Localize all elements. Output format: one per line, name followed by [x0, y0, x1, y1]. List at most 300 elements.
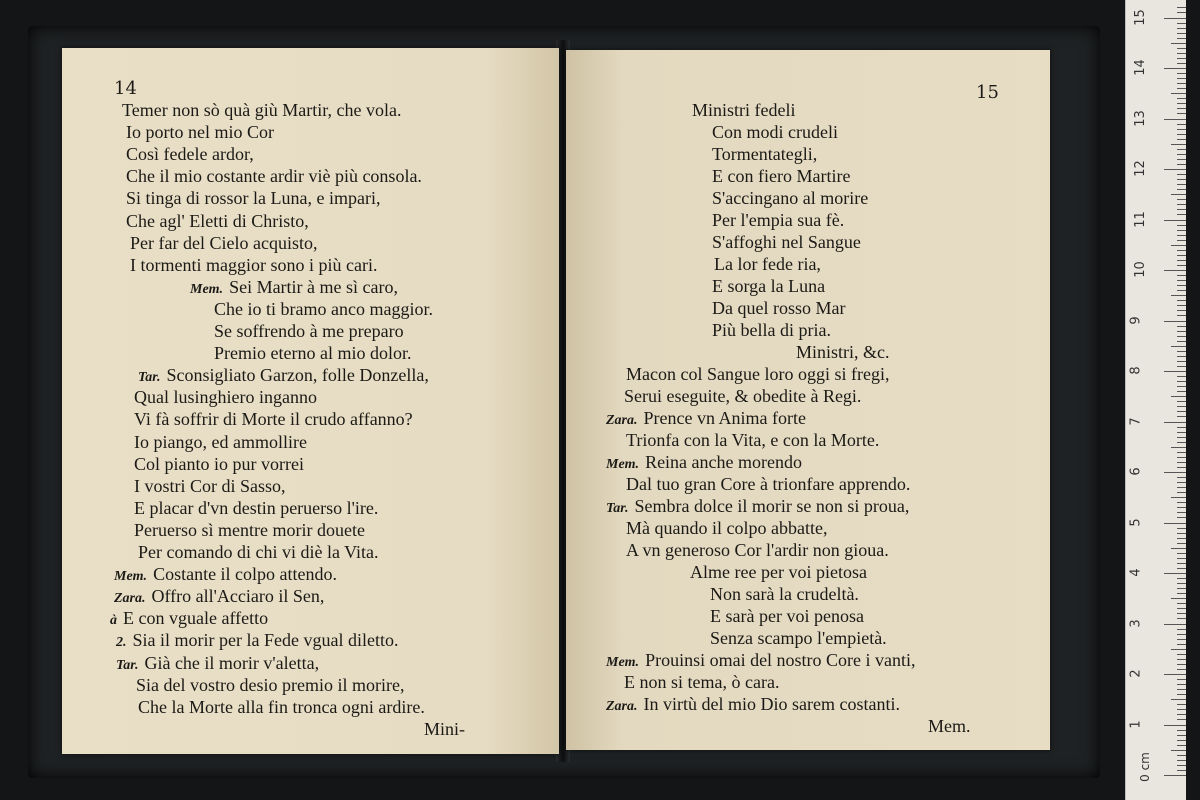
text-line: [626, 364, 889, 385]
ruler-tick: [1177, 517, 1186, 518]
line-text: Più bella di pria.: [712, 320, 831, 340]
line-text: Se soffrendo à me preparo: [214, 321, 404, 341]
ruler-number: 15: [1132, 8, 1148, 26]
ruler-tick: [1177, 578, 1186, 579]
ruler-tick: [1177, 593, 1186, 594]
text-line: [626, 430, 879, 451]
text-line: [712, 188, 868, 209]
ruler-tick: [1164, 18, 1186, 19]
text-line: [712, 298, 845, 319]
line-text: Con modi crudeli: [712, 122, 838, 142]
text-line: [126, 188, 380, 209]
ruler-tick: [1177, 714, 1186, 715]
text-line: [134, 498, 378, 519]
ruler-tick: [1177, 704, 1186, 705]
ruler-unit: 0 cm: [1137, 752, 1152, 782]
line-text: Sia del vostro desio premio il morire,: [136, 674, 405, 695]
text-line: [122, 100, 401, 121]
ruler-tick: [1177, 154, 1186, 155]
line-text: Reina anche morendo: [645, 452, 802, 472]
ruler-tick: [1164, 725, 1186, 726]
text-line: [126, 166, 422, 187]
ruler-tick: [1177, 240, 1186, 241]
text-line: [190, 277, 398, 300]
speaker-label: à: [110, 613, 117, 629]
ruler-tick: [1177, 558, 1186, 559]
line-text: E placar d'vn destin peruerso l'ire.: [134, 497, 379, 518]
ruler-tick: [1171, 144, 1186, 145]
text-line: [134, 409, 413, 430]
speaker-label: Tar.: [606, 501, 629, 516]
ruler-tick: [1177, 113, 1186, 114]
line-text: Premio eterno al mio dolor.: [214, 343, 412, 364]
ruler-tick: [1177, 618, 1186, 619]
ruler-tick: [1164, 371, 1186, 372]
ruler-tick: [1177, 290, 1186, 291]
ruler-number: 9: [1128, 315, 1144, 325]
ruler-number: 10: [1132, 261, 1148, 278]
ruler-tick: [1177, 199, 1186, 200]
ruler-tick: [1177, 73, 1186, 74]
text-line: [138, 365, 429, 388]
text-line: [624, 672, 779, 693]
line-text: Che agl' Eletti di Christo,: [126, 210, 309, 231]
line-text: Per comando di chi vi diè la Vita.: [138, 542, 379, 562]
ruler-tick: [1177, 108, 1186, 109]
ruler-number: 2: [1128, 669, 1144, 678]
ruler-number: 11: [1132, 210, 1148, 228]
ruler-tick: [1177, 745, 1186, 746]
ruler-tick: [1177, 639, 1186, 640]
text-line: [712, 166, 850, 187]
speaker-label: Mem.: [190, 281, 224, 297]
ruler-tick: [1177, 341, 1186, 342]
ruler-tick: [1171, 598, 1186, 599]
ruler-tick: [1177, 63, 1186, 64]
ruler-tick: [1171, 750, 1186, 751]
line-text: Prence vn Anima forte: [643, 408, 806, 428]
speaker-label: Zara.: [606, 699, 638, 714]
ruler-tick: [1177, 437, 1186, 438]
ruler-tick: [1177, 265, 1186, 266]
ruler-tick: [1177, 103, 1186, 104]
text-line: [714, 254, 821, 275]
ruler-tick: [1177, 179, 1186, 180]
ruler-tick: [1177, 416, 1186, 417]
ruler-tick: [1177, 204, 1186, 205]
text-line: [136, 675, 404, 696]
line-text: La lor fede ria,: [714, 254, 821, 274]
text-line: [134, 476, 286, 497]
ruler-tick: [1177, 664, 1186, 665]
line-text: A vn generoso Cor l'ardir non gioua.: [626, 540, 889, 560]
line-text: Macon col Sangue loro oggi si fregi,: [626, 364, 890, 384]
ruler-tick: [1177, 755, 1186, 756]
page-number: 14: [114, 78, 137, 99]
text-line: [692, 100, 795, 121]
ruler-tick: [1177, 719, 1186, 720]
ruler-tick: [1177, 502, 1186, 503]
text-line: [138, 542, 379, 563]
ruler-tick: [1177, 659, 1186, 660]
ruler-tick: [1171, 295, 1186, 296]
text-line: [114, 564, 337, 587]
ruler-tick: [1177, 214, 1186, 215]
ruler-tick: [1177, 139, 1186, 140]
line-text: Sia il morir per la Fede vgual diletto.: [132, 630, 399, 651]
line-text: In virtù del mio Dio sarem costanti.: [643, 694, 900, 714]
ruler-number: 13: [1132, 109, 1148, 127]
ruler-tick: [1177, 608, 1186, 609]
ruler-tick: [1177, 376, 1186, 377]
ruler-tick: [1171, 245, 1186, 246]
ruler-tick: [1171, 346, 1186, 347]
line-text: Sembra dolce il morir se non si proua,: [634, 496, 910, 516]
text-line: [116, 653, 319, 676]
text-line: [134, 454, 304, 475]
ruler-tick: [1177, 78, 1186, 79]
line-text: Si tinga di rossor la Luna, e impari,: [126, 188, 381, 209]
text-line: [114, 586, 324, 609]
ruler-tick: [1177, 38, 1186, 39]
ruler-tick: [1177, 588, 1186, 589]
line-text: E non si tema, ò cara.: [624, 672, 780, 692]
speaker-label: Mem.: [114, 569, 148, 585]
ruler-tick: [1164, 674, 1186, 675]
text-line: [606, 694, 900, 717]
ruler-tick: [1171, 396, 1186, 397]
line-text: Senza scampo l'empietà.: [710, 628, 887, 648]
ruler-tick: [1177, 401, 1186, 402]
line-text: Sconsigliato Garzon, folle Donzella,: [166, 365, 429, 386]
ruler-tick: [1177, 310, 1186, 311]
ruler-tick: [1177, 482, 1186, 483]
text-line: [138, 697, 425, 718]
line-text: Per l'empia sua fè.: [712, 210, 845, 230]
text-line: [606, 452, 802, 475]
ruler-tick: [1177, 391, 1186, 392]
ruler-tick: [1177, 12, 1186, 13]
ruler-tick: [1177, 48, 1186, 49]
text-line: [710, 606, 864, 627]
ruler-tick: [1177, 462, 1186, 463]
line-text: Col pianto io pur vorrei: [134, 453, 304, 474]
text-line: [214, 299, 433, 320]
ruler-tick: [1177, 28, 1186, 29]
ruler-tick: [1177, 452, 1186, 453]
ruler-tick: [1164, 270, 1186, 271]
text-line: [712, 210, 844, 231]
ruler-tick: [1177, 7, 1186, 8]
ruler-tick: [1177, 533, 1186, 534]
ruler-tick: [1177, 406, 1186, 407]
ruler-tick: [1177, 487, 1186, 488]
ruler-tick: [1177, 634, 1186, 635]
ruler-tick: [1177, 563, 1186, 564]
line-text: Per far del Cielo acquisto,: [130, 232, 318, 253]
text-line: [712, 122, 838, 143]
text-line: [606, 408, 806, 431]
line-text: E con vguale affetto: [123, 608, 269, 629]
line-text: Sei Martir à me sì caro,: [229, 276, 399, 297]
ruler-tick: [1177, 260, 1186, 261]
ruler-tick: [1177, 760, 1186, 761]
ruler-tick: [1177, 88, 1186, 89]
ruler-tick: [1177, 230, 1186, 231]
line-text: Già che il morir v'aletta,: [144, 652, 320, 673]
text-line: [134, 432, 307, 453]
ruler-number: 6: [1128, 467, 1144, 476]
text-line: [134, 387, 317, 408]
text-line: [626, 474, 910, 495]
speaker-label: Mem.: [606, 655, 640, 670]
text-line: [116, 630, 398, 653]
text-line: [424, 719, 465, 740]
ruler-tick: [1177, 174, 1186, 175]
line-text: Offro all'Acciaro il Sen,: [151, 586, 325, 607]
text-line: [796, 342, 890, 363]
text-line: [710, 584, 859, 605]
ruler-tick: [1177, 411, 1186, 412]
ruler-tick: [1177, 255, 1186, 256]
line-text: S'affoghi nel Sangue: [712, 232, 861, 252]
ruler-tick: [1164, 472, 1186, 473]
line-text: Ministri, &c.: [796, 342, 890, 362]
line-text: Dal tuo gran Core à trionfare apprendo.: [626, 474, 911, 494]
text-line: [134, 520, 365, 541]
ruler-tick: [1164, 68, 1186, 69]
ruler-tick: [1177, 300, 1186, 301]
text-line: [712, 276, 825, 297]
speaker-label: Tar.: [116, 657, 139, 673]
measuring-ruler: [1125, 0, 1186, 800]
ruler-number: 5: [1128, 517, 1144, 527]
speaker-label: 2.: [116, 635, 127, 651]
ruler-tick: [1177, 83, 1186, 84]
ruler-tick: [1177, 730, 1186, 731]
ruler-tick: [1177, 583, 1186, 584]
ruler-tick: [1177, 427, 1186, 428]
ruler-number: 14: [1132, 59, 1148, 76]
text-line: [130, 233, 317, 254]
ruler-tick: [1177, 381, 1186, 382]
ruler-tick: [1177, 432, 1186, 433]
ruler-tick: [1177, 53, 1186, 54]
ruler-tick: [1177, 709, 1186, 710]
ruler-tick: [1171, 194, 1186, 195]
left-page: [62, 48, 559, 754]
ruler-tick: [1177, 654, 1186, 655]
ruler-number: 3: [1128, 618, 1144, 628]
ruler-tick: [1177, 770, 1186, 771]
ruler-tick: [1177, 189, 1186, 190]
ruler-tick: [1177, 184, 1186, 185]
ruler-tick: [1177, 164, 1186, 165]
ruler-tick: [1177, 275, 1186, 276]
text-line: [214, 321, 404, 342]
text-line: [710, 628, 887, 649]
speaker-label: Mem.: [606, 457, 640, 472]
line-text: Trionfa con la Vita, e con la Morte.: [626, 430, 880, 450]
ruler-tick: [1177, 331, 1186, 332]
ruler-tick: [1177, 134, 1186, 135]
ruler-tick: [1177, 679, 1186, 680]
line-text: Qual lusinghiero inganno: [134, 387, 317, 408]
ruler-tick: [1177, 629, 1186, 630]
ruler-tick: [1177, 129, 1186, 130]
ruler-tick: [1177, 689, 1186, 690]
ruler-tick: [1177, 467, 1186, 468]
text-line: [606, 496, 909, 519]
ruler-tick: [1164, 422, 1186, 423]
ruler-tick: [1177, 538, 1186, 539]
text-line: [110, 608, 268, 631]
line-text: E sarà per voi penosa: [710, 606, 864, 626]
ruler-tick: [1164, 523, 1186, 524]
ruler-tick: [1177, 351, 1186, 352]
line-text: E con fiero Martire: [712, 166, 851, 186]
ruler-tick: [1171, 699, 1186, 700]
line-text: Serui eseguite, & obedite à Regi.: [624, 386, 862, 406]
ruler-tick: [1177, 386, 1186, 387]
ruler-tick: [1177, 507, 1186, 508]
ruler-tick: [1177, 305, 1186, 306]
ruler-tick: [1171, 497, 1186, 498]
line-text: I vostri Cor di Sasso,: [134, 475, 286, 496]
ruler-tick: [1171, 548, 1186, 549]
ruler-tick: [1164, 119, 1186, 120]
line-text: Mem.: [928, 716, 971, 736]
page-number: 15: [976, 82, 999, 103]
line-text: Io piango, ed ammollire: [134, 431, 307, 452]
line-text: Prouinsi omai del nostro Core i vanti,: [645, 650, 916, 670]
ruler-tick: [1177, 285, 1186, 286]
line-text: Tormentategli,: [712, 144, 818, 164]
text-line: [712, 232, 861, 253]
ruler-number: 8: [1128, 366, 1144, 375]
ruler-tick: [1177, 694, 1186, 695]
ruler-tick: [1177, 669, 1186, 670]
text-line: [690, 562, 867, 583]
line-text: Che la Morte alla fin tronca ogni ardire.: [138, 696, 425, 717]
ruler-number: 7: [1128, 416, 1144, 426]
text-line: [126, 211, 309, 232]
ruler-tick: [1177, 235, 1186, 236]
text-line: [928, 716, 971, 737]
ruler-tick: [1177, 58, 1186, 59]
ruler-tick: [1177, 250, 1186, 251]
line-text: I tormenti maggior sono i più cari.: [130, 254, 378, 275]
line-text: Io porto nel mio Cor: [126, 122, 274, 143]
ruler-tick: [1177, 23, 1186, 24]
ruler-tick: [1177, 159, 1186, 160]
right-page: [566, 50, 1050, 750]
ruler-tick: [1164, 220, 1186, 221]
ruler-tick: [1177, 528, 1186, 529]
line-text: Alme ree per voi pietosa: [690, 562, 867, 582]
text-line: [712, 144, 817, 165]
ruler-tick: [1164, 775, 1186, 776]
line-text: Ministri fedeli: [692, 100, 796, 120]
line-text: Peruerso sì mentre morir douete: [134, 519, 365, 540]
ruler-tick: [1177, 361, 1186, 362]
ruler-tick: [1164, 321, 1186, 322]
ruler-tick: [1177, 98, 1186, 99]
ruler-number: 12: [1132, 160, 1148, 177]
line-text: S'accingano al morire: [712, 188, 869, 208]
ruler-tick: [1171, 43, 1186, 44]
ruler-tick: [1177, 457, 1186, 458]
line-text: Temer non sò quà giù Martir, che vola.: [122, 100, 402, 120]
line-text: E sorga la Luna: [712, 276, 826, 296]
ruler-tick: [1177, 33, 1186, 34]
speaker-label: Zara.: [606, 413, 638, 428]
ruler-tick: [1164, 573, 1186, 574]
ruler-tick: [1177, 149, 1186, 150]
speaker-label: Zara.: [114, 591, 146, 607]
line-text: Vi fà soffrir di Morte il crudo affanno?: [134, 409, 413, 430]
text-line: [606, 650, 916, 673]
ruler-tick: [1164, 624, 1186, 625]
text-line: [712, 320, 831, 341]
ruler-tick: [1177, 543, 1186, 544]
ruler-tick: [1177, 442, 1186, 443]
line-text: Mà quando il colpo abbatte,: [626, 518, 828, 538]
ruler-tick: [1177, 740, 1186, 741]
ruler-tick: [1171, 649, 1186, 650]
text-line: [626, 518, 827, 539]
ruler-tick: [1177, 315, 1186, 316]
ruler-tick: [1177, 492, 1186, 493]
ruler-tick: [1177, 765, 1186, 766]
ruler-number: 4: [1128, 568, 1144, 577]
ruler-tick: [1177, 568, 1186, 569]
ruler-tick: [1171, 447, 1186, 448]
ruler-number: 1: [1128, 719, 1144, 729]
ruler-tick: [1171, 93, 1186, 94]
text-line: [126, 144, 254, 165]
text-line: [214, 343, 411, 364]
ruler-tick: [1177, 613, 1186, 614]
ruler-tick: [1177, 356, 1186, 357]
line-text: Che il mio costante ardir viè più consola.: [126, 166, 422, 187]
ruler-tick: [1177, 280, 1186, 281]
line-text: Mini-: [424, 718, 466, 739]
text-line: [130, 255, 377, 276]
ruler-tick: [1177, 603, 1186, 604]
ruler-tick: [1177, 553, 1186, 554]
line-text: Da quel rosso Mar: [712, 298, 846, 318]
ruler-tick: [1177, 366, 1186, 367]
ruler-tick: [1177, 684, 1186, 685]
ruler-tick: [1177, 644, 1186, 645]
line-text: Che io ti bramo anco maggior.: [214, 298, 433, 319]
ruler-tick: [1177, 512, 1186, 513]
text-line: [126, 122, 274, 143]
line-text: Così fedele ardor,: [126, 144, 254, 165]
ruler-tick: [1177, 477, 1186, 478]
ruler-tick: [1177, 735, 1186, 736]
text-line: [626, 540, 889, 561]
ruler-tick: [1177, 124, 1186, 125]
speaker-label: Tar.: [138, 370, 161, 386]
ruler-tick: [1177, 225, 1186, 226]
line-text: Non sarà la crudeltà.: [710, 584, 859, 604]
line-text: Costante il colpo attendo.: [153, 564, 338, 585]
ruler-tick: [1177, 326, 1186, 327]
ruler-tick: [1164, 169, 1186, 170]
text-line: [624, 386, 861, 407]
